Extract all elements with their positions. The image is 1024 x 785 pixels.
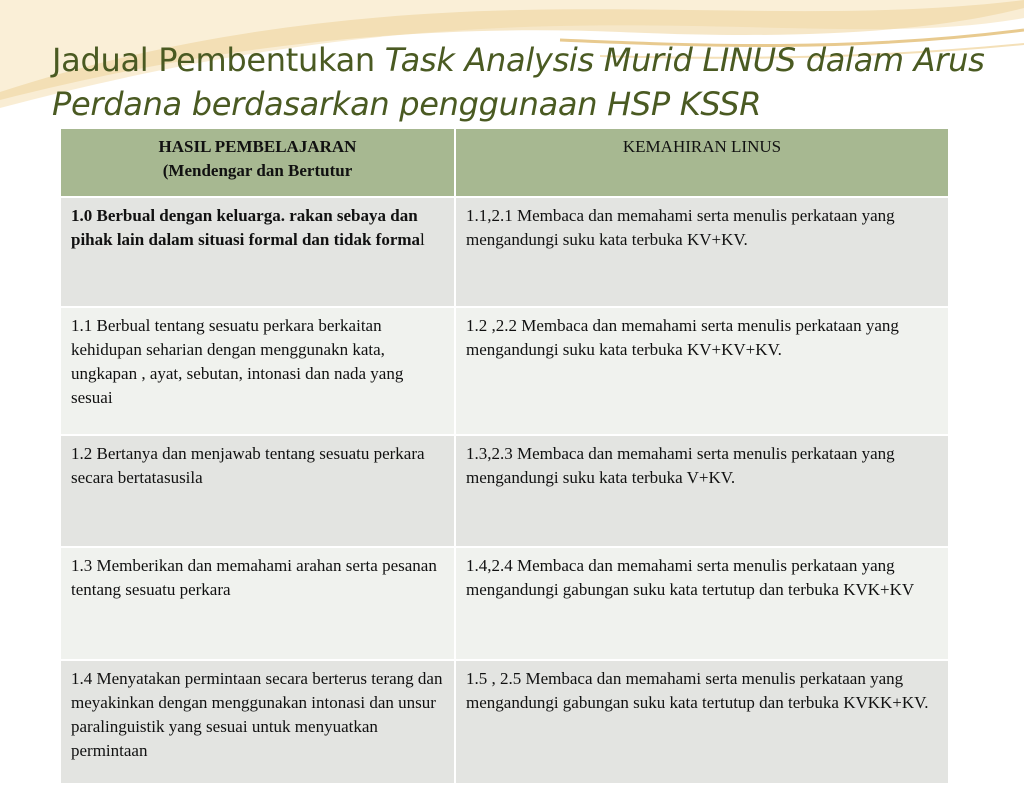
hasil-text-bold: 1.0 Berbual dengan keluarga. rakan sebaya dan pihak lain dalam situasi formal dan tidak forma	[71, 206, 421, 249]
table-row	[60, 547, 949, 660]
table-header-row	[60, 128, 949, 197]
hasil-text-tail: l	[420, 230, 425, 249]
header-hasil-line1: HASIL PEMBELAJARAN	[158, 137, 357, 156]
table-row	[60, 660, 949, 784]
kemahiran-cell: 1.1,2.1 Membaca dan memahami serta menulis perkataan yang mengandungi suku kata terbuka KV+KV.	[455, 197, 949, 307]
hasil-cell: 1.2 Bertanya dan menjawab tentang sesuatu perkara secara bertatasusila	[60, 435, 455, 547]
table-row	[60, 435, 949, 547]
header-hasil-pembelajaran	[60, 128, 455, 197]
task-analysis-table	[59, 127, 950, 785]
hasil-cell: 1.3 Memberikan dan memahami arahan serta pesanan tentang sesuatu perkara	[60, 547, 455, 660]
title-italic: Task Analysis Murid LINUS dalam Arus Perdana berdasarkan penggunaan HSP KSSR	[52, 41, 985, 123]
table-row	[60, 197, 949, 307]
title-normal: Jadual Pembentukan	[52, 41, 385, 79]
hasil-cell	[60, 197, 455, 307]
hasil-cell: 1.1 Berbual tentang sesuatu perkara berkaitan kehidupan seharian dengan menggunakn kata, ungkapan , ayat, sebutan, intonasi dan nada yang sesuai	[60, 307, 455, 435]
kemahiran-cell: 1.3,2.3 Membaca dan memahami serta menulis perkataan yang mengandungi suku kata terbuka V+KV.	[455, 435, 949, 547]
header-hasil-line2: (Mendengar dan Bertutur	[162, 161, 353, 180]
kemahiran-cell: 1.4,2.4 Membaca dan memahami serta menulis perkataan yang mengandungi gabungan suku kata tertutup dan terbuka KVK+KV	[455, 547, 949, 660]
kemahiran-cell: 1.2 ,2.2 Membaca dan memahami serta menulis perkataan yang mengandungi suku kata terbuka KV+KV+KV.	[455, 307, 949, 435]
hasil-cell: 1.4 Menyatakan permintaan secara berterus terang dan meyakinkan dengan menggunakan intonasi dan unsur paralinguistik yang sesuai untuk menyuatkan permintaan	[60, 660, 455, 784]
header-kemahiran-linus: KEMAHIRAN LINUS	[455, 128, 949, 197]
kemahiran-cell: 1.5 , 2.5 Membaca dan memahami serta menulis perkataan yang mengandungi gabungan suku kata tertutup dan terbuka KVKK+KV.	[455, 660, 949, 784]
page-title	[52, 38, 1012, 126]
table-row	[60, 307, 949, 435]
